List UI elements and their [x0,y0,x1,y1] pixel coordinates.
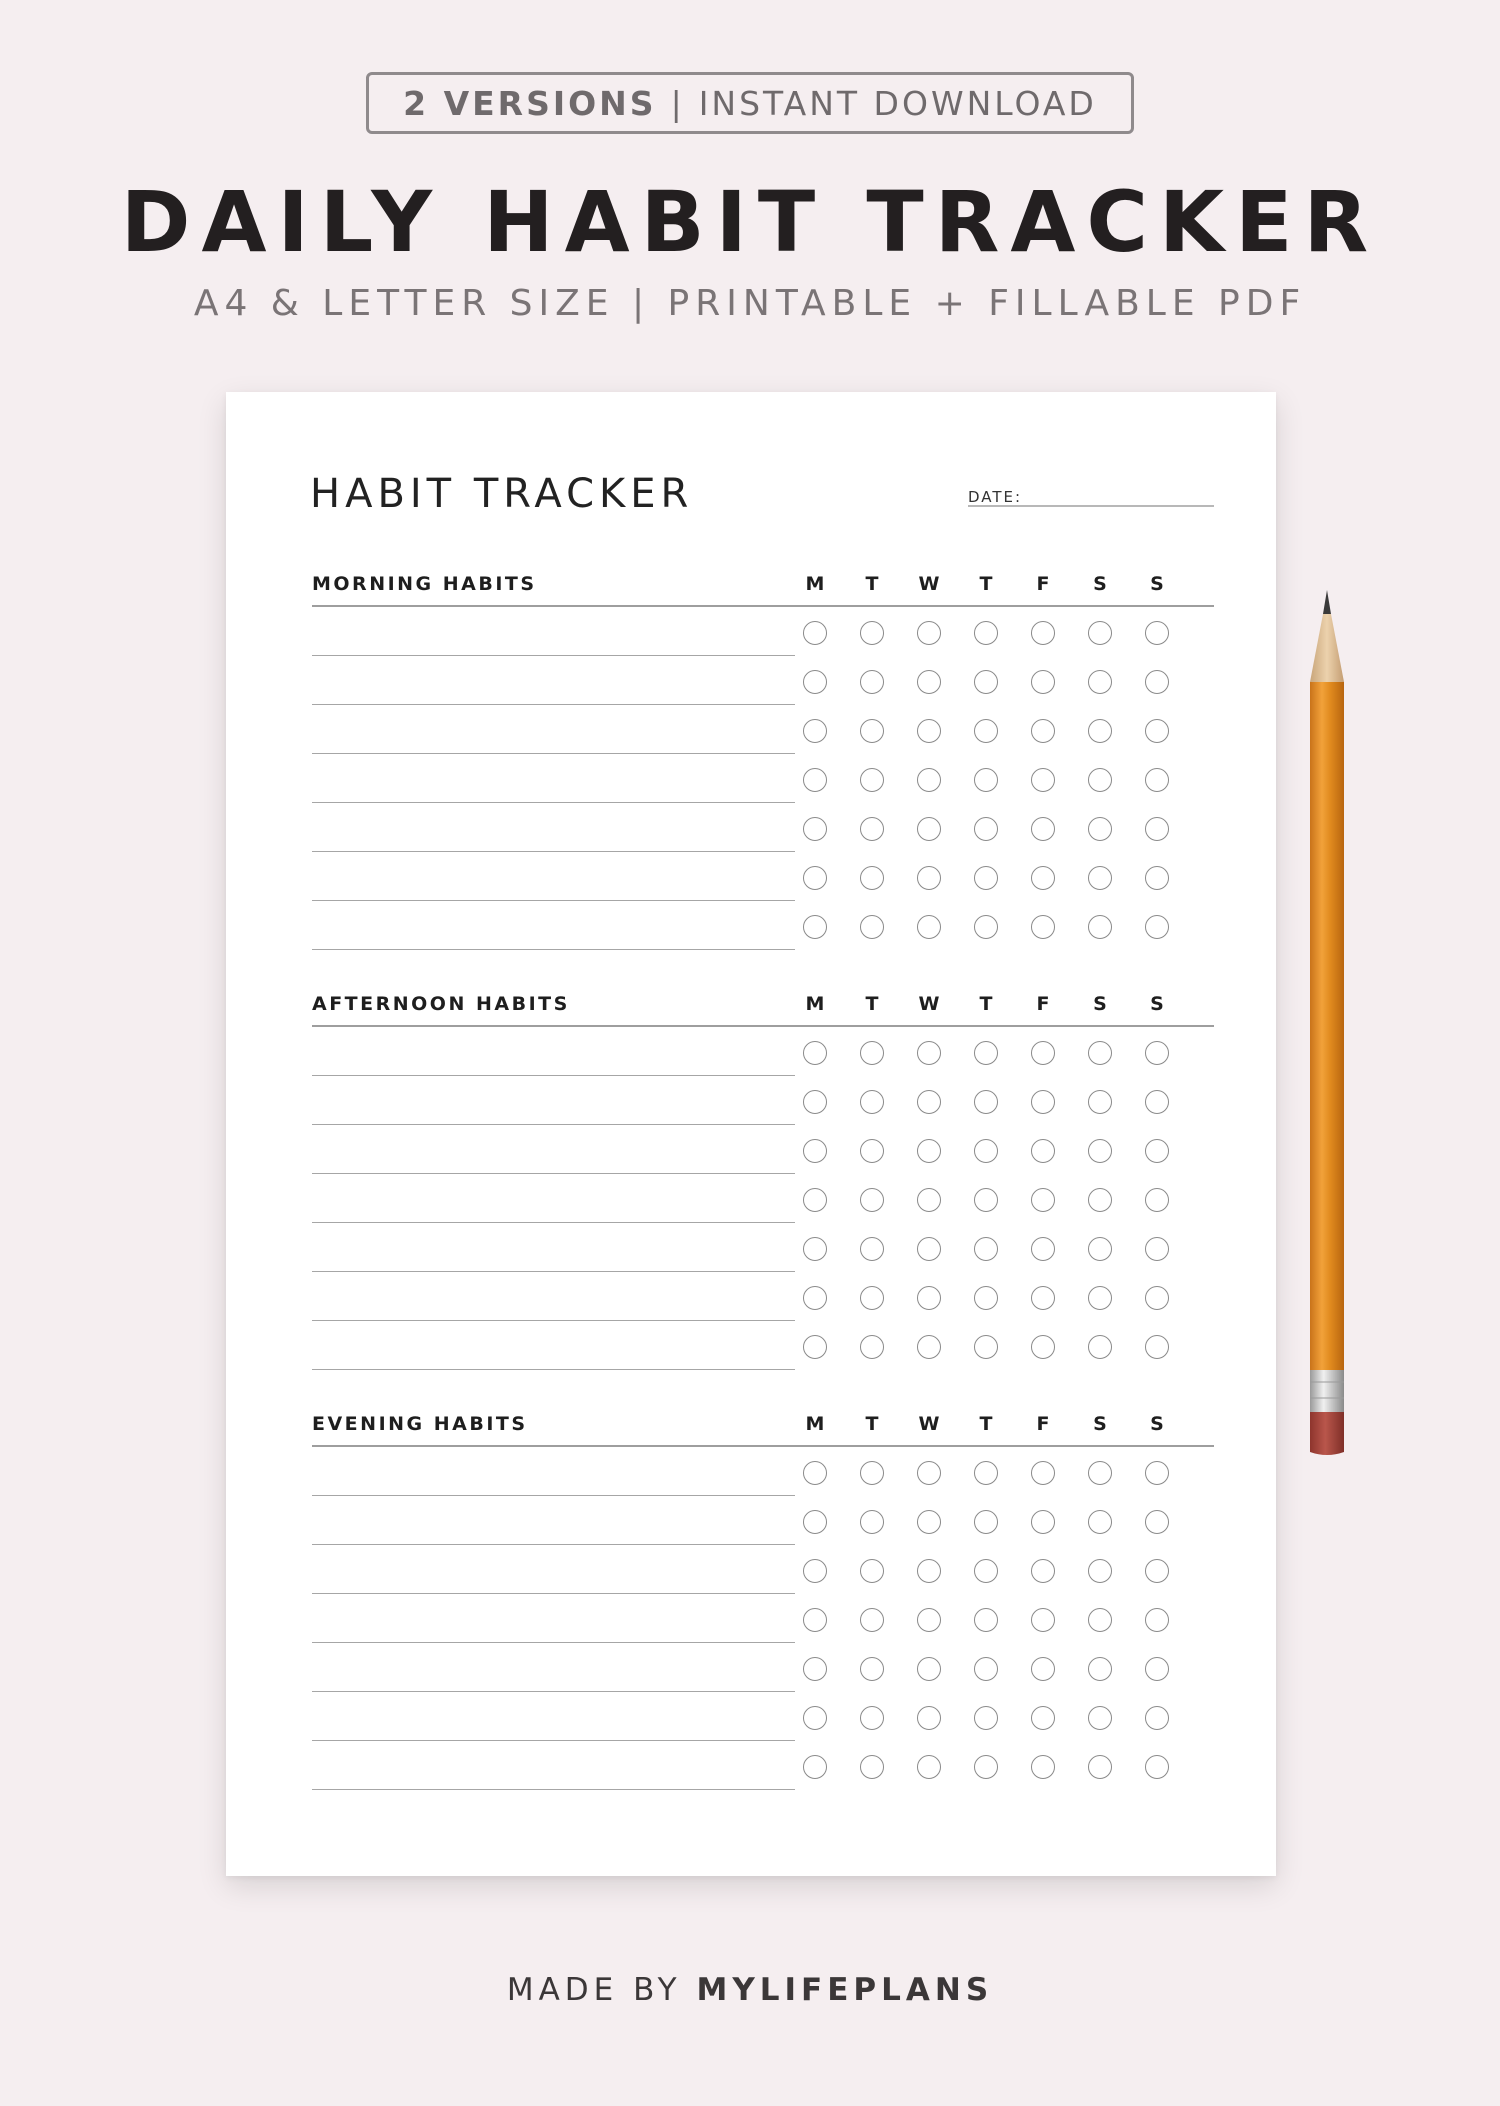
habit-checkbox[interactable] [803,1461,827,1485]
habit-checkbox[interactable] [860,621,884,645]
habit-name-field[interactable] [312,1642,795,1643]
habit-checkbox[interactable] [1145,1139,1169,1163]
habit-checkbox[interactable] [1145,1510,1169,1534]
habit-checkbox[interactable] [1145,670,1169,694]
habit-name-field[interactable] [312,851,795,852]
habit-checkbox[interactable] [974,817,998,841]
weekday-label: S [1093,1413,1107,1435]
habit-checkbox[interactable] [1088,1090,1112,1114]
date-field[interactable] [968,505,1214,507]
habit-checkbox[interactable] [1088,817,1112,841]
weekday-label: W [918,1413,940,1435]
habit-name-field[interactable] [312,1544,795,1545]
weekday-header [312,570,1214,598]
weekday-label: T [865,1413,879,1435]
habit-checkbox[interactable] [860,866,884,890]
habit-checkbox[interactable] [1031,1041,1055,1065]
habit-checkbox[interactable] [917,1139,941,1163]
weekday-label: T [979,573,993,595]
habit-checkbox[interactable] [1088,1559,1112,1583]
habit-name-field[interactable] [312,655,795,656]
page-subtitle: A4 & LETTER SIZE | PRINTABLE + FILLABLE PDF [193,283,1307,324]
habit-checkbox[interactable] [1088,866,1112,890]
habit-checkbox[interactable] [803,1559,827,1583]
habit-checkbox[interactable] [917,1559,941,1583]
habit-name-field[interactable] [312,1271,795,1272]
habit-checkbox[interactable] [974,1139,998,1163]
habit-checkbox[interactable] [803,670,827,694]
habit-row [312,1595,1214,1644]
habit-checkbox[interactable] [974,1090,998,1114]
habit-checkbox[interactable] [860,1608,884,1632]
date-label: DATE: [968,488,1023,506]
habit-checkbox[interactable] [917,1090,941,1114]
weekday-label: S [1150,573,1164,595]
weekday-label: T [979,993,993,1015]
weekday-label: S [1150,1413,1164,1435]
habit-checkbox[interactable] [803,1286,827,1310]
habit-checkbox[interactable] [1088,1286,1112,1310]
habit-row [312,1644,1214,1693]
habit-checkbox[interactable] [803,621,827,645]
habit-checkbox[interactable] [974,670,998,694]
habit-row [312,1126,1214,1175]
habit-checkbox[interactable] [860,1657,884,1681]
habit-row [312,1224,1214,1273]
habit-checkbox[interactable] [1031,670,1055,694]
habit-checkbox[interactable] [1145,1188,1169,1212]
habit-row [312,755,1214,804]
habit-checkbox[interactable] [917,768,941,792]
habit-checkbox[interactable] [860,1461,884,1485]
habit-checkbox[interactable] [917,670,941,694]
habit-name-field[interactable] [312,949,795,950]
habit-checkbox[interactable] [974,1608,998,1632]
habit-checkbox[interactable] [974,915,998,939]
habit-checkbox[interactable] [1145,1335,1169,1359]
habit-checkbox[interactable] [1145,915,1169,939]
weekday-label: M [805,993,825,1015]
habit-checkbox[interactable] [803,1139,827,1163]
habit-checkbox[interactable] [1088,768,1112,792]
habit-checkbox[interactable] [1145,768,1169,792]
habit-checkbox[interactable] [1088,1335,1112,1359]
habit-checkbox[interactable] [803,1657,827,1681]
habit-checkbox[interactable] [1145,1755,1169,1779]
habit-row [312,1693,1214,1742]
habit-checkbox[interactable] [917,1237,941,1261]
habit-checkbox[interactable] [1088,1706,1112,1730]
habit-checkbox[interactable] [1145,866,1169,890]
habit-checkbox[interactable] [1031,1608,1055,1632]
habit-checkbox[interactable] [803,1090,827,1114]
habit-checkbox[interactable] [917,1608,941,1632]
habit-row [312,657,1214,706]
habit-checkbox[interactable] [803,1755,827,1779]
habit-checkbox[interactable] [917,915,941,939]
habit-checkbox[interactable] [803,817,827,841]
habit-checkbox[interactable] [1031,1755,1055,1779]
habit-checkbox[interactable] [860,768,884,792]
habit-checkbox[interactable] [974,1237,998,1261]
habit-checkbox[interactable] [974,621,998,645]
habit-checkbox[interactable] [1031,1335,1055,1359]
habit-row [312,902,1214,951]
weekday-label: F [1036,1413,1050,1435]
habit-checkbox[interactable] [1031,1139,1055,1163]
habit-checkbox[interactable] [917,1657,941,1681]
habit-checkbox[interactable] [860,1139,884,1163]
habit-checkbox[interactable] [860,670,884,694]
habit-checkbox[interactable] [1145,1090,1169,1114]
habit-checkbox[interactable] [917,621,941,645]
habit-checkbox[interactable] [974,866,998,890]
habit-checkbox[interactable] [860,1041,884,1065]
habit-checkbox[interactable] [860,915,884,939]
habit-checkbox[interactable] [974,1755,998,1779]
habit-checkbox[interactable] [1088,1461,1112,1485]
habit-checkbox[interactable] [917,1335,941,1359]
habit-checkbox[interactable] [1088,1755,1112,1779]
habit-row [312,1175,1214,1224]
habit-checkbox[interactable] [860,1510,884,1534]
habit-checkbox[interactable] [974,719,998,743]
habit-name-field[interactable] [312,1740,795,1741]
habit-checkbox[interactable] [803,1041,827,1065]
weekday-header [312,1410,1214,1438]
habit-checkbox[interactable] [917,719,941,743]
habit-name-field[interactable] [312,704,795,705]
habit-checkbox[interactable] [1145,1041,1169,1065]
weekday-label: F [1036,993,1050,1015]
habit-checkbox[interactable] [1088,915,1112,939]
habit-row [312,1077,1214,1126]
weekday-label: S [1093,993,1107,1015]
habit-checkbox[interactable] [1031,719,1055,743]
badge-separator: | [670,83,685,123]
habit-checkbox[interactable] [1145,621,1169,645]
habit-name-field[interactable] [312,1369,795,1370]
weekday-label: W [918,573,940,595]
habit-checkbox[interactable] [1145,817,1169,841]
habit-checkbox[interactable] [1031,915,1055,939]
habit-row [312,608,1214,657]
habit-name-field[interactable] [312,1320,795,1321]
habit-name-field[interactable] [312,1124,795,1125]
habit-row [312,1028,1214,1077]
habit-checkbox[interactable] [917,1286,941,1310]
habit-name-field[interactable] [312,1075,795,1076]
habit-checkbox[interactable] [803,1335,827,1359]
habit-checkbox[interactable] [917,1461,941,1485]
habit-row [312,1322,1214,1371]
habit-checkbox[interactable] [1031,1559,1055,1583]
habit-checkbox[interactable] [974,1510,998,1534]
section-title: AFTERNOON HABITS [312,993,570,1015]
habit-name-field[interactable] [312,753,795,754]
habit-checkbox[interactable] [803,719,827,743]
pencil-icon [1300,590,1354,1470]
habit-checkbox[interactable] [860,1706,884,1730]
habit-name-field[interactable] [312,1789,795,1790]
habit-checkbox[interactable] [1031,768,1055,792]
habit-checkbox[interactable] [1088,1139,1112,1163]
badge [366,72,1134,134]
habit-row [312,706,1214,755]
habit-checkbox[interactable] [1088,1657,1112,1681]
habit-checkbox[interactable] [1145,1706,1169,1730]
weekday-label: T [979,1413,993,1435]
habit-checkbox[interactable] [803,1510,827,1534]
habit-checkbox[interactable] [803,866,827,890]
habit-checkbox[interactable] [1031,621,1055,645]
habit-checkbox[interactable] [1088,1188,1112,1212]
footer-made-by: MADE BY [506,1972,682,2008]
habit-row [312,853,1214,902]
habit-checkbox[interactable] [1031,1237,1055,1261]
section-divider [312,1025,1214,1027]
habit-checkbox[interactable] [917,1706,941,1730]
tracker-sheet [226,392,1276,1876]
habit-checkbox[interactable] [1031,1657,1055,1681]
habit-checkbox[interactable] [1088,1237,1112,1261]
habit-checkbox[interactable] [860,1755,884,1779]
habit-checkbox[interactable] [917,1188,941,1212]
habit-checkbox[interactable] [1031,1510,1055,1534]
habit-checkbox[interactable] [1031,1286,1055,1310]
habit-name-field[interactable] [312,900,795,901]
habit-checkbox[interactable] [1031,817,1055,841]
habit-row [312,1448,1214,1497]
habit-checkbox[interactable] [860,1559,884,1583]
footer [0,1972,1500,2008]
habit-row [312,804,1214,853]
footer-brand: MYLIFEPLANS [696,1972,994,2008]
habit-checkbox[interactable] [1145,1608,1169,1632]
habit-checkbox[interactable] [803,915,827,939]
habit-checkbox[interactable] [860,1237,884,1261]
section-divider [312,1445,1214,1447]
habit-checkbox[interactable] [1031,866,1055,890]
weekday-label: W [918,993,940,1015]
habit-checkbox[interactable] [1031,1188,1055,1212]
habit-name-field[interactable] [312,802,795,803]
weekday-label: T [865,993,879,1015]
habit-checkbox[interactable] [803,1608,827,1632]
page-title: DAILY HABIT TRACKER [120,173,1380,271]
habit-checkbox[interactable] [974,1461,998,1485]
habit-name-field[interactable] [312,1691,795,1692]
habit-checkbox[interactable] [1088,621,1112,645]
habit-checkbox[interactable] [974,1188,998,1212]
badge-versions: 2 VERSIONS [403,83,657,123]
habit-checkbox[interactable] [917,1041,941,1065]
habit-checkbox[interactable] [803,1706,827,1730]
habit-row [312,1742,1214,1791]
habit-checkbox[interactable] [1088,670,1112,694]
weekday-header [312,990,1214,1018]
habit-row [312,1273,1214,1322]
habit-checkbox[interactable] [974,1041,998,1065]
habit-name-field[interactable] [312,1222,795,1223]
habit-checkbox[interactable] [1088,1510,1112,1534]
habit-checkbox[interactable] [860,1286,884,1310]
section-divider [312,605,1214,607]
habit-checkbox[interactable] [860,1090,884,1114]
habit-checkbox[interactable] [974,1335,998,1359]
habit-checkbox[interactable] [1145,1237,1169,1261]
habit-checkbox[interactable] [1145,1461,1169,1485]
weekday-label: M [805,1413,825,1435]
habit-checkbox[interactable] [860,719,884,743]
badge-download: INSTANT DOWNLOAD [698,83,1097,123]
habit-name-field[interactable] [312,1173,795,1174]
habit-checkbox[interactable] [1145,1286,1169,1310]
habit-checkbox[interactable] [803,1237,827,1261]
habit-checkbox[interactable] [860,817,884,841]
habit-checkbox[interactable] [917,1755,941,1779]
habit-checkbox[interactable] [917,1510,941,1534]
section-title: MORNING HABITS [312,573,537,595]
weekday-label: M [805,573,825,595]
habit-checkbox[interactable] [1088,719,1112,743]
habit-checkbox[interactable] [974,1657,998,1681]
habit-checkbox[interactable] [860,1188,884,1212]
habit-checkbox[interactable] [860,1335,884,1359]
habit-checkbox[interactable] [803,768,827,792]
habit-checkbox[interactable] [1031,1461,1055,1485]
habit-checkbox[interactable] [1031,1706,1055,1730]
weekday-label: S [1093,573,1107,595]
habit-name-field[interactable] [312,1593,795,1594]
habit-row [312,1497,1214,1546]
habit-checkbox[interactable] [974,768,998,792]
habit-checkbox[interactable] [974,1559,998,1583]
section-title: EVENING HABITS [312,1413,528,1435]
sheet-title: HABIT TRACKER [310,471,694,517]
habit-checkbox[interactable] [803,1188,827,1212]
habit-row [312,1546,1214,1595]
habit-checkbox[interactable] [1088,1608,1112,1632]
weekday-label: F [1036,573,1050,595]
habit-checkbox[interactable] [974,1286,998,1310]
habit-checkbox[interactable] [917,817,941,841]
habit-checkbox[interactable] [1088,1041,1112,1065]
habit-checkbox[interactable] [1145,719,1169,743]
habit-name-field[interactable] [312,1495,795,1496]
weekday-label: S [1150,993,1164,1015]
habit-checkbox[interactable] [1031,1090,1055,1114]
weekday-label: T [865,573,879,595]
habit-checkbox[interactable] [917,866,941,890]
habit-checkbox[interactable] [1145,1657,1169,1681]
habit-checkbox[interactable] [974,1706,998,1730]
habit-checkbox[interactable] [1145,1559,1169,1583]
